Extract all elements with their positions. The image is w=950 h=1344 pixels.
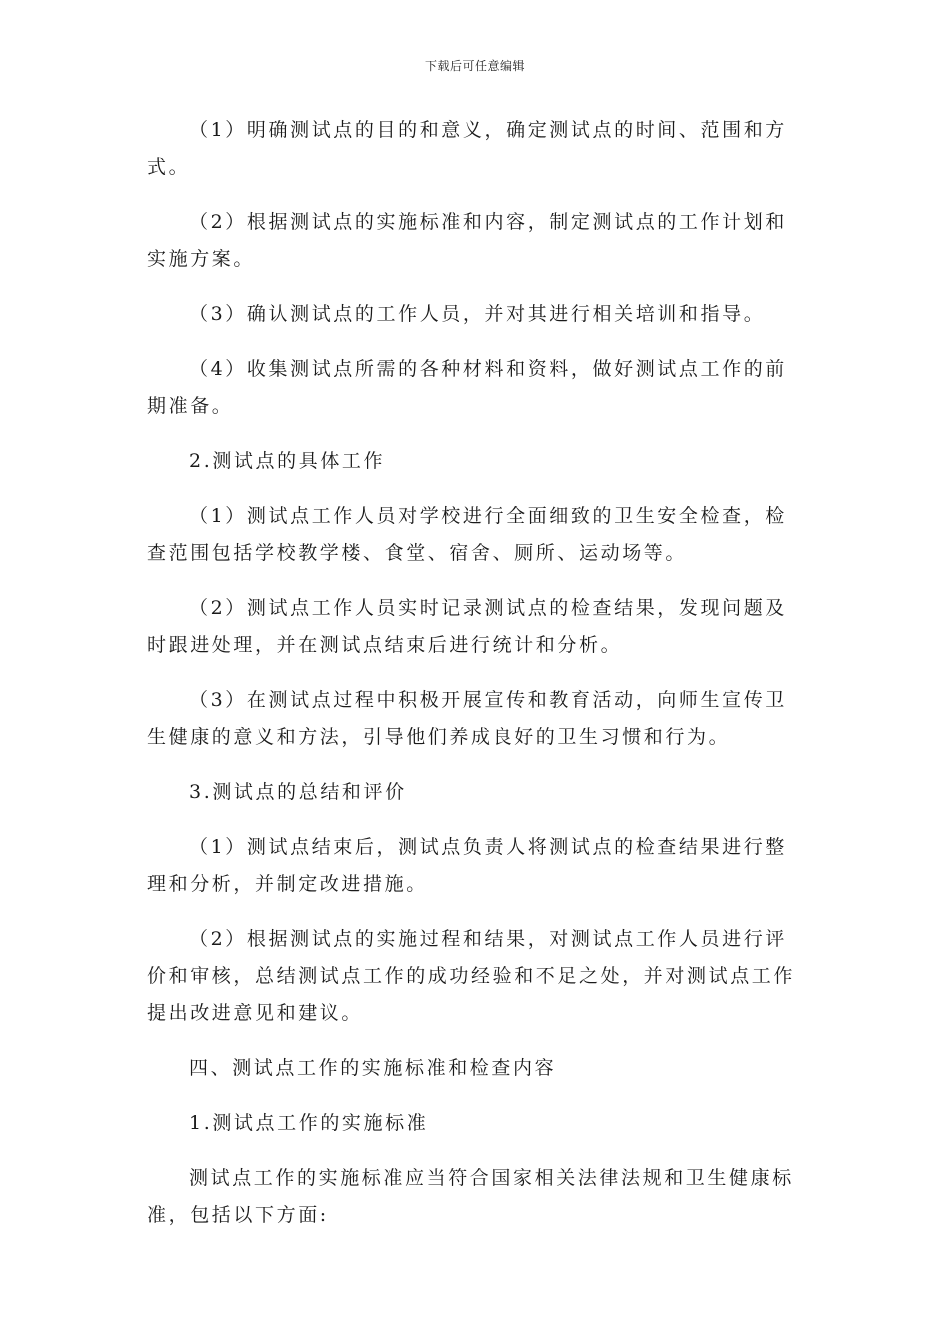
section-heading-specific-work: 2.测试点的具体工作 [189,450,386,472]
page-header: 下载后可任意编辑 [424,59,525,73]
paragraph-work-3: （3）在测试点过程中积极开展宣传和教育活动，向师生宣传卫生健康的意义和方法，引导他们养成良好的卫生习惯和行为。 [147,689,787,748]
paragraph-prep-1: （1）明确测试点的目的和意义，确定测试点的时间、范围和方式。 [147,119,787,178]
paragraph-standards-intro: 测试点工作的实施标准应当符合国家相关法律法规和卫生健康标准，包括以下方面: [147,1167,794,1226]
section-heading-summary: 3.测试点的总结和评价 [189,781,407,803]
section-heading-standards: 1.测试点工作的实施标准 [189,1112,429,1134]
paragraph-work-1: （1）测试点工作人员对学校进行全面细致的卫生安全检查，检查范围包括学校教学楼、食堂、宿舍、厕所、运动场等。 [147,505,787,564]
paragraph-summary-1: （1）测试点结束后，测试点负责人将测试点的检查结果进行整理和分析，并制定改进措施。 [147,836,787,895]
paragraph-prep-2: （2）根据测试点的实施标准和内容，制定测试点的工作计划和实施方案。 [147,211,787,270]
paragraph-work-2: （2）测试点工作人员实时记录测试点的检查结果，发现问题及时跟进处理，并在测试点结束后进行统计和分析。 [147,597,787,656]
document-body [147,112,807,1251]
paragraph-prep-4: （4）收集测试点所需的各种材料和资料，做好测试点工作的前期准备。 [147,358,787,417]
paragraph-summary-2: （2）根据测试点的实施过程和结果，对测试点工作人员进行评价和审核，总结测试点工作的成功经验和不足之处，并对测试点工作提出改进意见和建议。 [147,928,796,1024]
chapter-heading-standards: 四、测试点工作的实施标准和检查内容 [189,1057,557,1079]
paragraph-prep-3: （3）确认测试点的工作人员，并对其进行相关培训和指导。 [189,303,766,325]
